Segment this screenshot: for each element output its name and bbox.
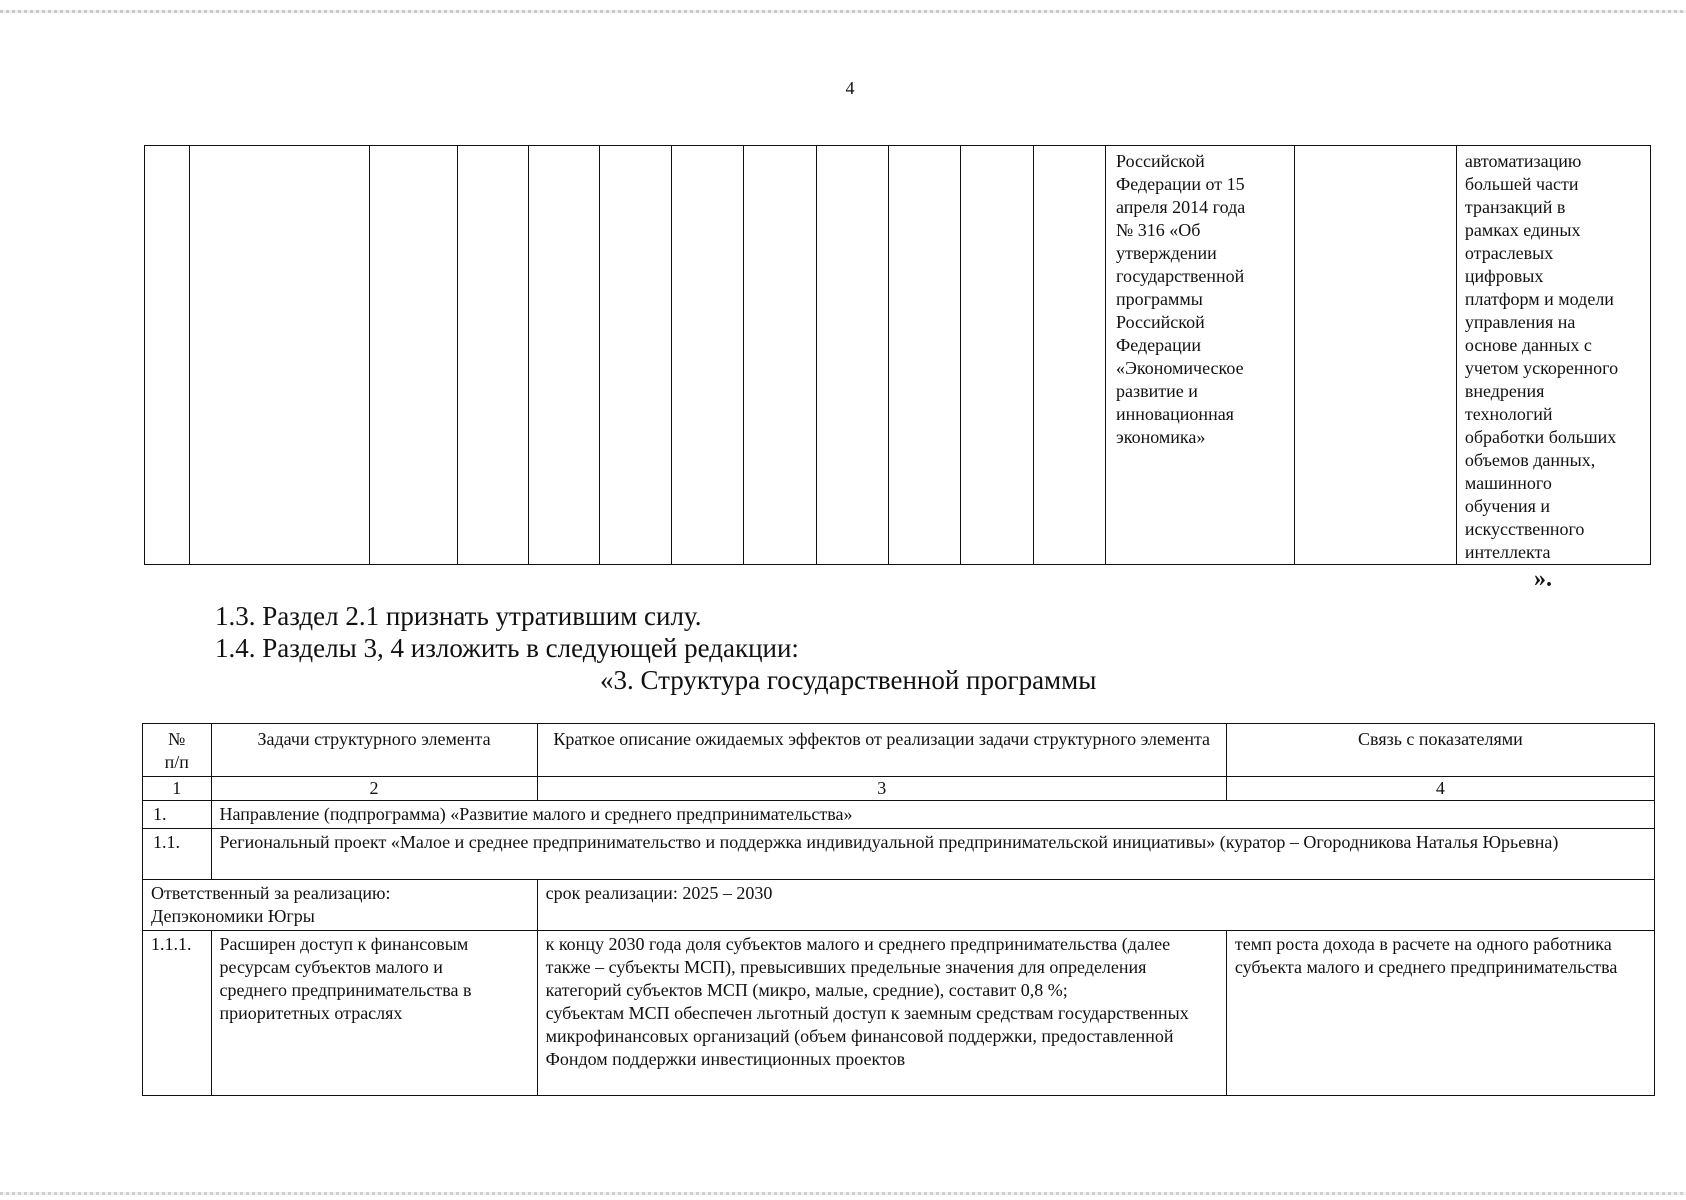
row-num: 1. [143,801,212,829]
header-link: Связь с показателями [1226,724,1654,777]
table-cell [671,146,743,565]
table-cell [370,146,457,565]
continuation-table [144,145,1651,565]
link-text: темп роста дохода в расчете на одного работника субъекта малого и среднего предпринимательства [1226,931,1654,1096]
description-text: автоматизацию большей части транзакций в рамках единых отраслевых цифровых платформ и модели управления на основе данных с учетом ускоренного внедрения технологий обработки больших объемов данных, машинного обучения и искусственного интеллекта [1464,151,1619,562]
closing-quote: ». [1534,566,1552,592]
table-cell [600,146,671,565]
table-row [145,146,1651,565]
page-number: 4 [845,78,855,98]
paragraph-1-4: 1.4. Разделы 3, 4 изложить в следующей редакции: [215,633,799,663]
col-number: 1 [143,777,212,801]
table-cell [145,146,190,565]
section-title: «3. Структура государственной программы [600,665,1097,695]
col-number: 2 [211,777,537,801]
header-tasks: Задачи структурного элемента [211,724,537,777]
legal-basis-text: Российской Федерации от 15 апреля 2014 года № 316 «Об утверждении государственной программы Российской Федерации «Экономическое развитие и инновационная экономика» [1116,151,1246,447]
table-cell [961,146,1033,565]
table-cell [1106,146,1295,565]
project-text: Региональный проект «Малое и среднее предпринимательство и поддержка индивидуальной предпринимательской инициативы» (куратор – Огородникова Наталья Юрьевна) [211,829,1655,880]
responsible-text: Ответственный за реализацию: Депэкономики Югры [143,880,538,931]
col-number: 3 [537,777,1226,801]
term-text: срок реализации: 2025 – 2030 [537,880,1654,931]
table-header-row [143,724,1655,777]
table-cell [888,146,960,565]
col-number: 4 [1226,777,1654,801]
paragraph-1-3: 1.3. Раздел 2.1 признать утратившим силу. [215,601,702,631]
scan-edge-bottom [0,1192,1686,1195]
effects-text: к концу 2030 года доля субъектов малого и среднего предпринимательства (далее также – субъекты МСП), превысивших предельные значения для определения категорий субъектов МСП (микро, малые, средние), составит 0,8 %; субъектам МСП обеспечен льготный доступ к заемным средствам государственных микрофинансовых организаций (объем финансовой поддержки, предоставленной Фондом поддержки инвестиционных проектов [537,931,1226,1096]
scan-edge-top [0,10,1686,13]
direction-text: Направление (подпрограмма) «Развитие малого и среднего предпринимательства» [211,801,1655,829]
table-cell [457,146,528,565]
table-cell [1295,146,1457,565]
table-row [143,777,1655,801]
task-text: Расширен доступ к финансовым ресурсам субъектов малого и среднего предпринимательства в приоритетных отраслях [211,931,537,1096]
header-num: № п/п [143,724,212,777]
table-row [143,880,1655,931]
table-cell [816,146,888,565]
table-row [143,931,1655,1096]
row-num: 1.1.1. [143,931,212,1096]
structure-table [142,723,1655,1096]
table-row [143,801,1655,829]
header-effects: Краткое описание ожидаемых эффектов от реализации задачи структурного элемента [537,724,1226,777]
row-num: 1.1. [143,829,212,880]
table-row [143,829,1655,880]
table-cell [529,146,600,565]
table-cell [1456,146,1650,565]
table-cell [1033,146,1105,565]
table-cell [744,146,816,565]
table-cell [190,146,370,565]
